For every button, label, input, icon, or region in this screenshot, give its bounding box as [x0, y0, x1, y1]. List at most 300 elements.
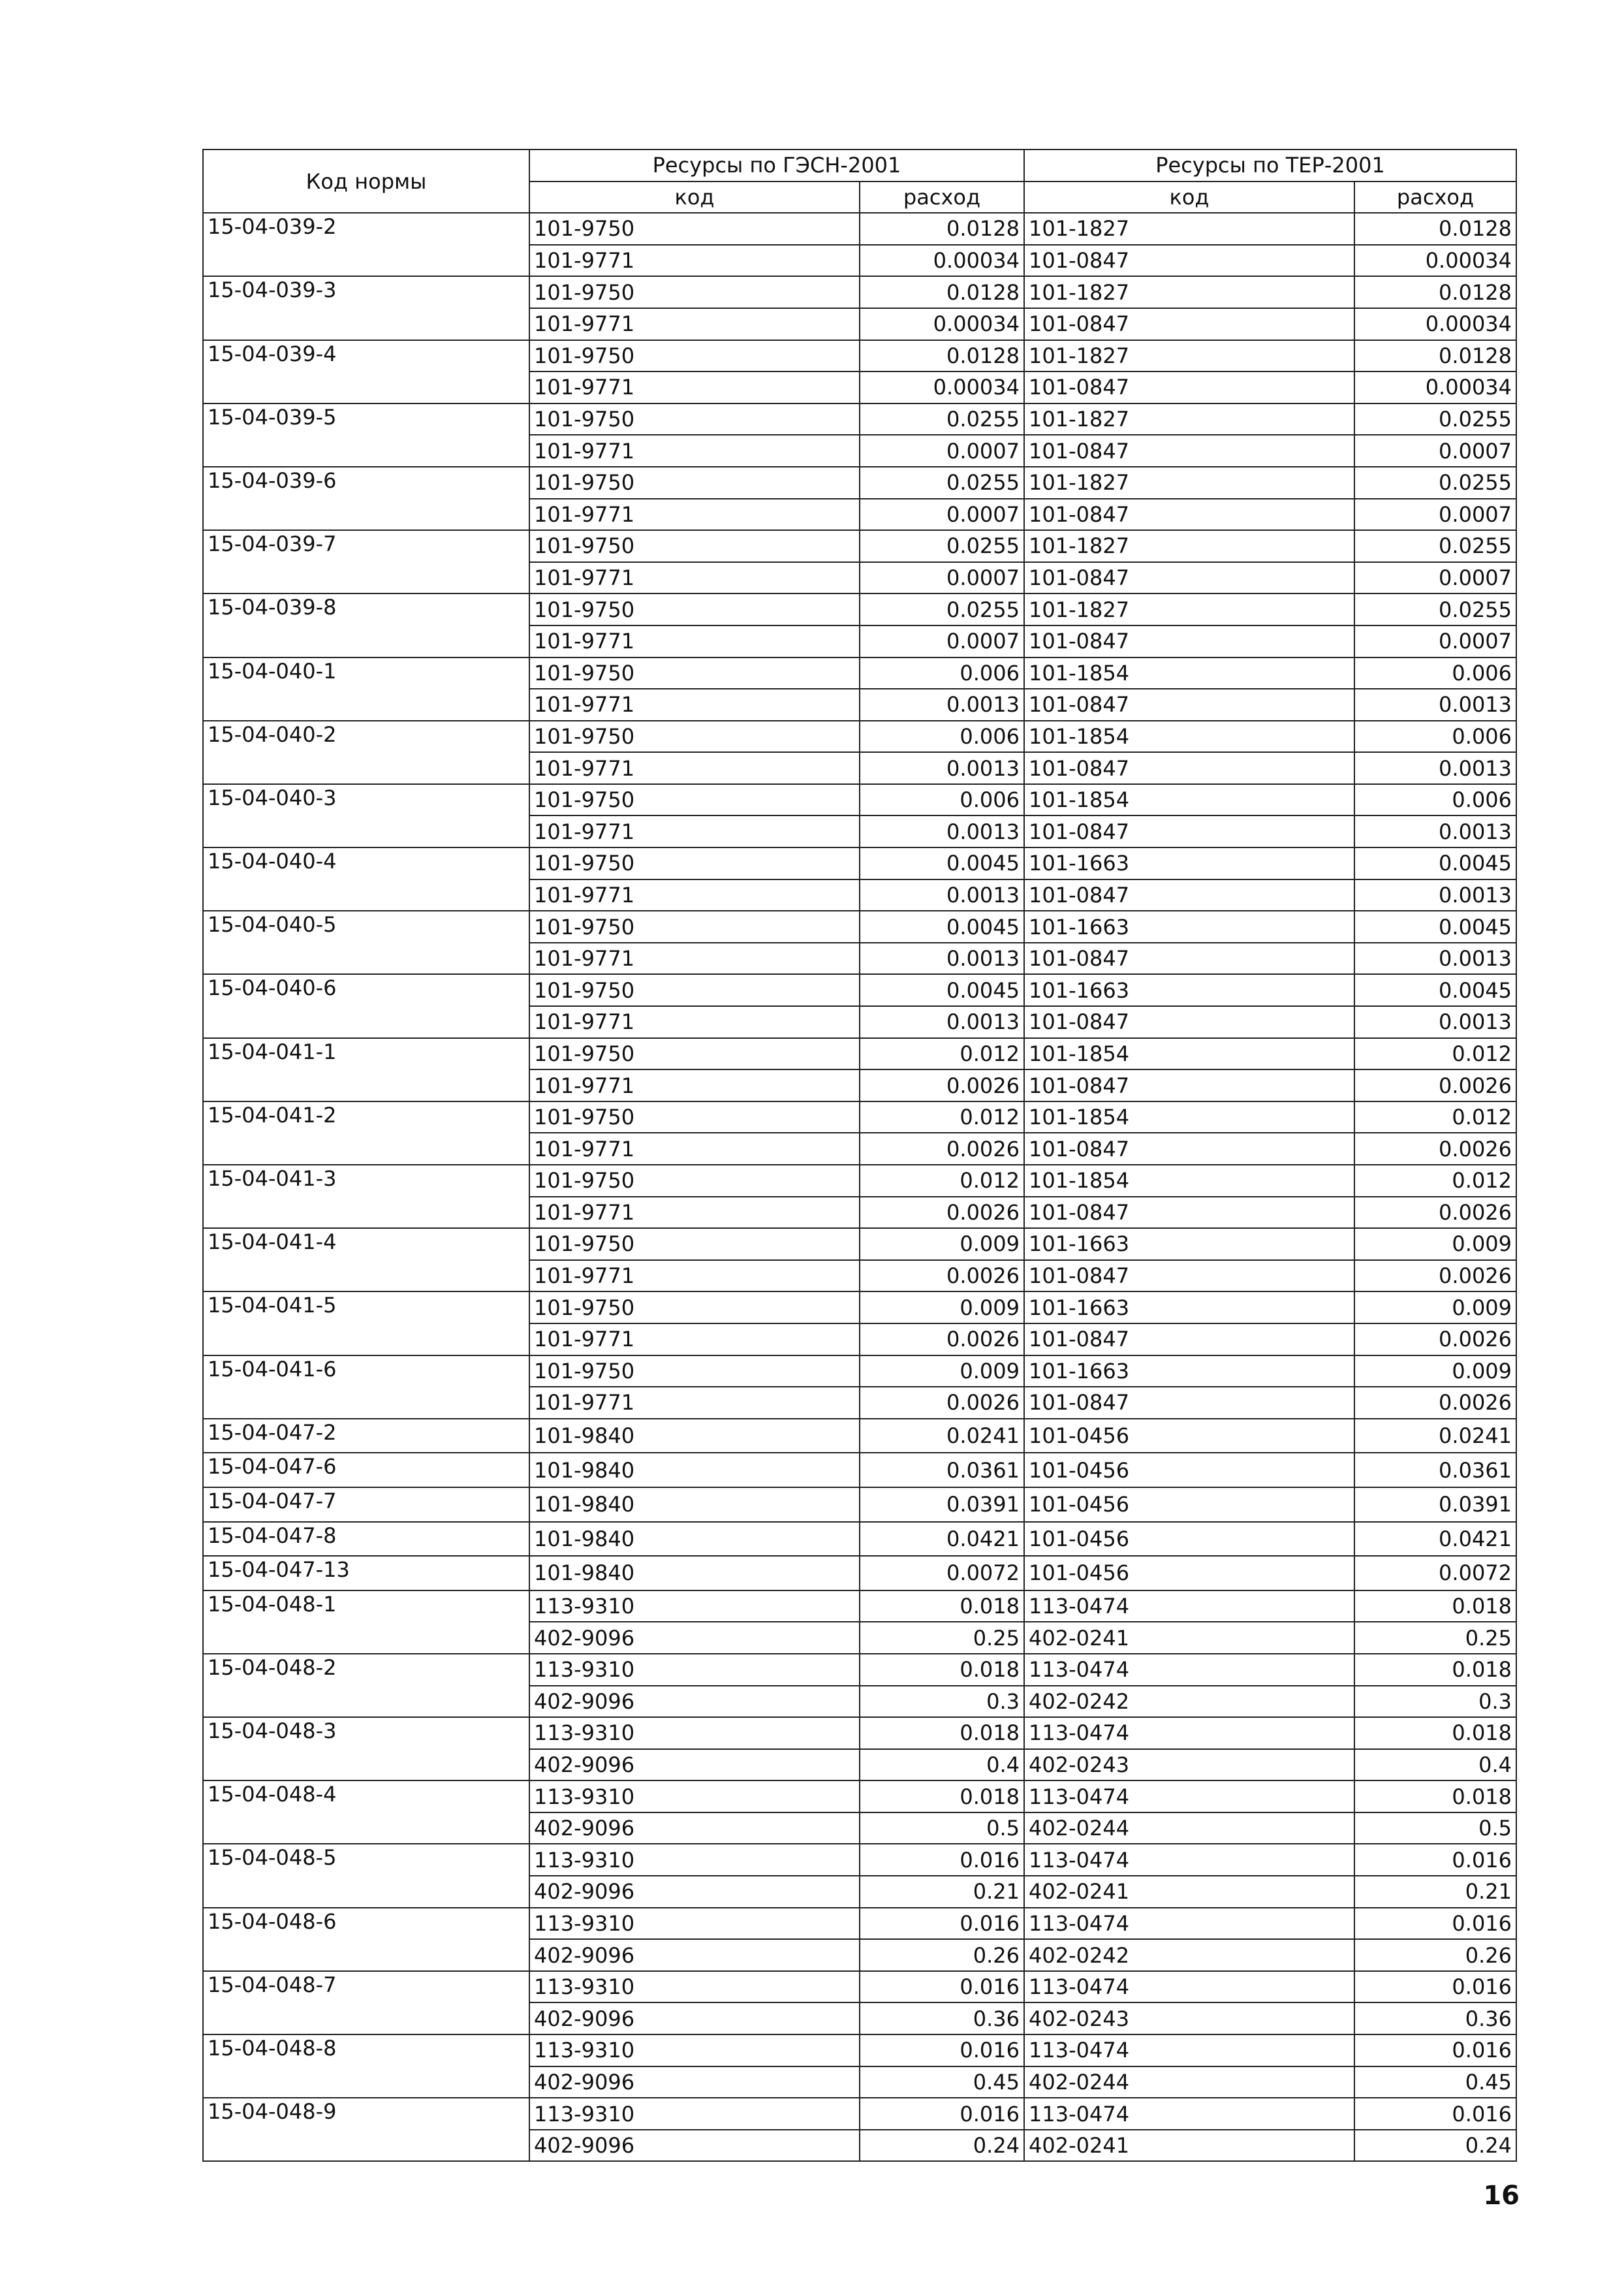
- table-row: [203, 1453, 1516, 1487]
- gesn-code-cell: 101-9750: [529, 847, 860, 879]
- gesn-code-cell: 101-9771: [529, 1260, 860, 1292]
- ter-code-cell: 101-1827: [1024, 340, 1354, 372]
- gesn-amount-cell: 0.45: [860, 2066, 1024, 2098]
- ter-amount-cell: 0.0255: [1354, 530, 1516, 562]
- norm-code-cell: 15-04-041-2: [203, 1101, 529, 1165]
- table-row: [203, 721, 1516, 753]
- norm-code-cell: 15-04-048-9: [203, 2098, 529, 2161]
- table-body: [203, 213, 1516, 2161]
- ter-amount-cell: 0.3: [1354, 1686, 1516, 1718]
- ter-amount-cell: 0.0013: [1354, 752, 1516, 784]
- table-row: [203, 657, 1516, 689]
- ter-code-cell: 101-0847: [1024, 435, 1354, 467]
- norm-code-cell: 15-04-048-2: [203, 1654, 529, 1717]
- gesn-amount-cell: 0.016: [860, 1971, 1024, 2003]
- ter-code-cell: 101-1854: [1024, 657, 1354, 689]
- ter-code-cell: 101-1663: [1024, 1228, 1354, 1260]
- ter-code-cell: 101-1827: [1024, 467, 1354, 499]
- gesn-amount-cell: 0.21: [860, 1876, 1024, 1908]
- ter-code-cell: 113-0474: [1024, 1654, 1354, 1686]
- gesn-code-cell: 402-9096: [529, 1686, 860, 1718]
- ter-code-cell: 101-0847: [1024, 1260, 1354, 1292]
- gesn-amount-cell: 0.0026: [860, 1197, 1024, 1229]
- table-row: [203, 847, 1516, 879]
- norm-code-cell: 15-04-048-7: [203, 1971, 529, 2034]
- gesn-amount-cell: 0.0255: [860, 530, 1024, 562]
- table-row: [203, 1908, 1516, 1940]
- gesn-code-cell: 101-9750: [529, 1355, 860, 1387]
- ter-amount-cell: 0.5: [1354, 1812, 1516, 1844]
- ter-code-cell: 113-0474: [1024, 1780, 1354, 1812]
- norm-code-cell: 15-04-047-13: [203, 1556, 529, 1590]
- gesn-code-cell: 101-9771: [529, 562, 860, 594]
- gesn-amount-cell: 0.006: [860, 657, 1024, 689]
- gesn-amount-cell: 0.016: [860, 1844, 1024, 1876]
- ter-amount-cell: 0.006: [1354, 784, 1516, 816]
- table-row: [203, 1556, 1516, 1590]
- gesn-amount-cell: 0.0026: [860, 1323, 1024, 1355]
- ter-code-cell: 101-1827: [1024, 276, 1354, 308]
- ter-amount-cell: 0.0045: [1354, 974, 1516, 1006]
- gesn-code-cell: 101-9771: [529, 1323, 860, 1355]
- ter-amount-cell: 0.018: [1354, 1590, 1516, 1622]
- ter-code-cell: 402-0244: [1024, 2066, 1354, 2098]
- table-row: [203, 1844, 1516, 1876]
- ter-amount-cell: 0.0072: [1354, 1556, 1516, 1590]
- gesn-code-cell: 101-9750: [529, 1165, 860, 1197]
- ter-amount-cell: 0.0255: [1354, 593, 1516, 625]
- table-row: [203, 1355, 1516, 1387]
- ter-amount-cell: 0.0026: [1354, 1069, 1516, 1101]
- gesn-code-cell: 101-9750: [529, 1101, 860, 1133]
- gesn-code-cell: 402-9096: [529, 1622, 860, 1654]
- table-row: [203, 974, 1516, 1006]
- gesn-amount-cell: 0.0255: [860, 467, 1024, 499]
- ter-amount-cell: 0.0026: [1354, 1260, 1516, 1292]
- gesn-amount-cell: 0.0007: [860, 435, 1024, 467]
- gesn-amount-cell: 0.0013: [860, 752, 1024, 784]
- gesn-code-cell: 101-9750: [529, 1038, 860, 1070]
- gesn-code-cell: 101-9840: [529, 1419, 860, 1453]
- gesn-code-cell: 101-9771: [529, 1197, 860, 1229]
- gesn-code-cell: 101-9750: [529, 276, 860, 308]
- norm-code-cell: 15-04-047-7: [203, 1487, 529, 1522]
- gesn-amount-cell: 0.4: [860, 1749, 1024, 1781]
- gesn-amount-cell: 0.26: [860, 1939, 1024, 1971]
- table-row: [203, 2034, 1516, 2066]
- norm-code-cell: 15-04-048-3: [203, 1717, 529, 1780]
- gesn-resources-header: Ресурсы по ГЭСН-2001: [529, 150, 1024, 182]
- ter-code-header: код: [1024, 182, 1354, 213]
- table-row: [203, 911, 1516, 943]
- ter-code-cell: 402-0242: [1024, 1939, 1354, 1971]
- ter-amount-cell: 0.006: [1354, 657, 1516, 689]
- gesn-code-cell: 101-9771: [529, 435, 860, 467]
- gesn-amount-cell: 0.0072: [860, 1556, 1024, 1590]
- table-row: [203, 1101, 1516, 1133]
- gesn-amount-cell: 0.3: [860, 1686, 1024, 1718]
- ter-amount-cell: 0.24: [1354, 2130, 1516, 2162]
- gesn-amount-cell: 0.25: [860, 1622, 1024, 1654]
- gesn-amount-cell: 0.018: [860, 1654, 1024, 1686]
- norm-code-cell: 15-04-039-3: [203, 276, 529, 340]
- ter-amount-cell: 0.006: [1354, 721, 1516, 753]
- gesn-code-cell: 101-9750: [529, 784, 860, 816]
- norm-code-cell: 15-04-040-2: [203, 721, 529, 784]
- norm-code-cell: 15-04-047-6: [203, 1453, 529, 1487]
- gesn-amount-cell: 0.009: [860, 1228, 1024, 1260]
- ter-amount-cell: 0.018: [1354, 1654, 1516, 1686]
- gesn-code-cell: 113-9310: [529, 1908, 860, 1940]
- gesn-code-cell: 113-9310: [529, 2034, 860, 2066]
- norm-code-cell: 15-04-039-7: [203, 530, 529, 593]
- ter-amount-cell: 0.0026: [1354, 1323, 1516, 1355]
- page-number: 16: [1483, 2181, 1520, 2211]
- gesn-code-cell: 101-9771: [529, 1006, 860, 1038]
- ter-code-cell: 101-0847: [1024, 879, 1354, 911]
- gesn-code-cell: 101-9771: [529, 372, 860, 403]
- ter-amount-header: расход: [1354, 182, 1516, 213]
- norm-code-cell: 15-04-048-6: [203, 1908, 529, 1971]
- gesn-amount-cell: 0.006: [860, 721, 1024, 753]
- gesn-amount-cell: 0.0391: [860, 1487, 1024, 1522]
- gesn-code-cell: 113-9310: [529, 1844, 860, 1876]
- table-row: [203, 1487, 1516, 1522]
- gesn-code-cell: 113-9310: [529, 1717, 860, 1749]
- ter-amount-cell: 0.21: [1354, 1876, 1516, 1908]
- ter-amount-cell: 0.0013: [1354, 689, 1516, 721]
- ter-amount-cell: 0.0128: [1354, 340, 1516, 372]
- table-row: [203, 276, 1516, 308]
- gesn-amount-cell: 0.009: [860, 1355, 1024, 1387]
- ter-amount-cell: 0.018: [1354, 1780, 1516, 1812]
- gesn-amount-cell: 0.0026: [860, 1387, 1024, 1419]
- gesn-code-header: код: [529, 182, 860, 213]
- ter-code-cell: 402-0243: [1024, 1749, 1354, 1781]
- gesn-code-cell: 101-9750: [529, 213, 860, 245]
- ter-code-cell: 113-0474: [1024, 1971, 1354, 2003]
- ter-code-cell: 101-1663: [1024, 1291, 1354, 1323]
- ter-code-cell: 101-0847: [1024, 1133, 1354, 1165]
- norm-code-cell: 15-04-039-8: [203, 593, 529, 657]
- ter-amount-cell: 0.0007: [1354, 435, 1516, 467]
- gesn-code-cell: 402-9096: [529, 1749, 860, 1781]
- ter-amount-cell: 0.0026: [1354, 1387, 1516, 1419]
- ter-amount-cell: 0.0007: [1354, 562, 1516, 594]
- gesn-code-cell: 101-9750: [529, 1228, 860, 1260]
- norm-code-cell: 15-04-041-6: [203, 1355, 529, 1419]
- gesn-code-cell: 101-9771: [529, 815, 860, 847]
- gesn-code-cell: 101-9771: [529, 308, 860, 340]
- gesn-amount-cell: 0.36: [860, 2002, 1024, 2034]
- ter-code-cell: 101-0847: [1024, 308, 1354, 340]
- ter-code-cell: 101-0847: [1024, 1387, 1354, 1419]
- ter-amount-cell: 0.012: [1354, 1101, 1516, 1133]
- table-row: [203, 1590, 1516, 1622]
- ter-amount-cell: 0.012: [1354, 1165, 1516, 1197]
- gesn-code-cell: 113-9310: [529, 1780, 860, 1812]
- gesn-code-cell: 402-9096: [529, 1939, 860, 1971]
- ter-code-cell: 101-0847: [1024, 1323, 1354, 1355]
- ter-amount-cell: 0.0128: [1354, 276, 1516, 308]
- ter-code-cell: 101-1827: [1024, 530, 1354, 562]
- table-row: [203, 1228, 1516, 1260]
- ter-amount-cell: 0.016: [1354, 2098, 1516, 2130]
- ter-code-cell: 101-0847: [1024, 1197, 1354, 1229]
- table-row: [203, 593, 1516, 625]
- gesn-code-cell: 101-9750: [529, 974, 860, 1006]
- ter-code-cell: 101-0456: [1024, 1487, 1354, 1522]
- ter-code-cell: 101-0456: [1024, 1453, 1354, 1487]
- gesn-code-cell: 101-9840: [529, 1487, 860, 1522]
- ter-amount-cell: 0.45: [1354, 2066, 1516, 2098]
- ter-code-cell: 101-0847: [1024, 1069, 1354, 1101]
- gesn-code-cell: 101-9750: [529, 657, 860, 689]
- gesn-amount-cell: 0.018: [860, 1590, 1024, 1622]
- gesn-amount-cell: 0.0013: [860, 689, 1024, 721]
- table-row: [203, 2098, 1516, 2130]
- norm-code-cell: 15-04-048-1: [203, 1590, 529, 1654]
- norm-code-cell: 15-04-039-4: [203, 340, 529, 403]
- table-row: [203, 1291, 1516, 1323]
- table-row: [203, 1780, 1516, 1812]
- gesn-amount-cell: 0.00034: [860, 372, 1024, 403]
- gesn-code-cell: 101-9750: [529, 467, 860, 499]
- ter-amount-cell: 0.00034: [1354, 372, 1516, 403]
- ter-amount-cell: 0.016: [1354, 1844, 1516, 1876]
- norm-code-cell: 15-04-041-4: [203, 1228, 529, 1291]
- table-row: [203, 784, 1516, 816]
- norm-code-cell: 15-04-041-3: [203, 1165, 529, 1228]
- gesn-amount-cell: 0.5: [860, 1812, 1024, 1844]
- ter-amount-cell: 0.0128: [1354, 213, 1516, 245]
- gesn-amount-cell: 0.0128: [860, 340, 1024, 372]
- resource-mapping-table: [202, 149, 1517, 2162]
- gesn-code-cell: 101-9771: [529, 499, 860, 531]
- gesn-amount-cell: 0.0045: [860, 847, 1024, 879]
- gesn-amount-cell: 0.0026: [860, 1133, 1024, 1165]
- ter-code-cell: 402-0243: [1024, 2002, 1354, 2034]
- ter-amount-cell: 0.26: [1354, 1939, 1516, 1971]
- norm-code-cell: 15-04-039-2: [203, 213, 529, 276]
- ter-amount-cell: 0.009: [1354, 1291, 1516, 1323]
- ter-code-cell: 113-0474: [1024, 2034, 1354, 2066]
- gesn-code-cell: 402-9096: [529, 2066, 860, 2098]
- ter-amount-cell: 0.0421: [1354, 1522, 1516, 1557]
- gesn-code-cell: 101-9750: [529, 593, 860, 625]
- table-row: [203, 1419, 1516, 1453]
- table-row: [203, 530, 1516, 562]
- ter-code-cell: 402-0241: [1024, 1622, 1354, 1654]
- norm-code-cell: 15-04-047-2: [203, 1419, 529, 1453]
- ter-resources-header: Ресурсы по ТЕР-2001: [1024, 150, 1516, 182]
- ter-code-cell: 101-0847: [1024, 1006, 1354, 1038]
- norm-code-cell: 15-04-048-5: [203, 1844, 529, 1907]
- gesn-amount-cell: 0.006: [860, 784, 1024, 816]
- gesn-code-cell: 101-9840: [529, 1556, 860, 1590]
- gesn-amount-cell: 0.0013: [860, 879, 1024, 911]
- ter-code-cell: 101-0456: [1024, 1522, 1354, 1557]
- ter-amount-cell: 0.00034: [1354, 245, 1516, 277]
- ter-amount-cell: 0.012: [1354, 1038, 1516, 1070]
- ter-amount-cell: 0.0013: [1354, 943, 1516, 975]
- gesn-amount-header: расход: [860, 182, 1024, 213]
- gesn-code-cell: 101-9771: [529, 1133, 860, 1165]
- table-row: [203, 1165, 1516, 1197]
- ter-amount-cell: 0.009: [1354, 1355, 1516, 1387]
- table-row: [203, 467, 1516, 499]
- norm-code-cell: 15-04-040-3: [203, 784, 529, 847]
- gesn-amount-cell: 0.0013: [860, 943, 1024, 975]
- norm-code-cell: 15-04-040-5: [203, 911, 529, 974]
- table-row: [203, 213, 1516, 245]
- gesn-code-cell: 113-9310: [529, 1590, 860, 1622]
- gesn-code-cell: 101-9771: [529, 245, 860, 277]
- ter-code-cell: 101-1854: [1024, 1165, 1354, 1197]
- ter-amount-cell: 0.00034: [1354, 308, 1516, 340]
- gesn-amount-cell: 0.0007: [860, 625, 1024, 657]
- ter-amount-cell: 0.25: [1354, 1622, 1516, 1654]
- ter-amount-cell: 0.0026: [1354, 1197, 1516, 1229]
- ter-amount-cell: 0.4: [1354, 1749, 1516, 1781]
- ter-amount-cell: 0.0241: [1354, 1419, 1516, 1453]
- gesn-amount-cell: 0.0361: [860, 1453, 1024, 1487]
- ter-amount-cell: 0.0013: [1354, 1006, 1516, 1038]
- gesn-amount-cell: 0.0045: [860, 974, 1024, 1006]
- gesn-amount-cell: 0.00034: [860, 245, 1024, 277]
- ter-amount-cell: 0.018: [1354, 1717, 1516, 1749]
- norm-code-cell: 15-04-041-1: [203, 1038, 529, 1101]
- ter-code-cell: 101-1663: [1024, 911, 1354, 943]
- ter-code-cell: 101-0847: [1024, 689, 1354, 721]
- ter-code-cell: 101-0456: [1024, 1556, 1354, 1590]
- gesn-amount-cell: 0.0128: [860, 276, 1024, 308]
- ter-code-cell: 101-0847: [1024, 372, 1354, 403]
- gesn-amount-cell: 0.0026: [860, 1069, 1024, 1101]
- ter-code-cell: 402-0241: [1024, 1876, 1354, 1908]
- gesn-amount-cell: 0.0007: [860, 562, 1024, 594]
- ter-code-cell: 101-1854: [1024, 1101, 1354, 1133]
- ter-amount-cell: 0.0255: [1354, 467, 1516, 499]
- gesn-code-cell: 101-9771: [529, 625, 860, 657]
- gesn-code-cell: 101-9750: [529, 1291, 860, 1323]
- norm-code-cell: 15-04-041-5: [203, 1291, 529, 1355]
- ter-code-cell: 101-0847: [1024, 562, 1354, 594]
- ter-amount-cell: 0.0013: [1354, 879, 1516, 911]
- gesn-code-cell: 101-9750: [529, 721, 860, 753]
- norm-code-cell: 15-04-047-8: [203, 1522, 529, 1557]
- ter-amount-cell: 0.0391: [1354, 1487, 1516, 1522]
- ter-amount-cell: 0.0013: [1354, 815, 1516, 847]
- ter-code-cell: 402-0242: [1024, 1686, 1354, 1718]
- gesn-code-cell: 113-9310: [529, 2098, 860, 2130]
- ter-amount-cell: 0.0007: [1354, 499, 1516, 531]
- ter-code-cell: 101-1827: [1024, 213, 1354, 245]
- gesn-code-cell: 101-9750: [529, 403, 860, 435]
- gesn-amount-cell: 0.0421: [860, 1522, 1024, 1557]
- ter-code-cell: 113-0474: [1024, 1844, 1354, 1876]
- gesn-code-cell: 402-9096: [529, 1876, 860, 1908]
- table-row: [203, 1971, 1516, 2003]
- gesn-amount-cell: 0.018: [860, 1717, 1024, 1749]
- ter-code-cell: 113-0474: [1024, 1590, 1354, 1622]
- gesn-amount-cell: 0.0007: [860, 499, 1024, 531]
- ter-code-cell: 113-0474: [1024, 1717, 1354, 1749]
- ter-code-cell: 101-1854: [1024, 721, 1354, 753]
- gesn-amount-cell: 0.0013: [860, 1006, 1024, 1038]
- gesn-code-cell: 101-9840: [529, 1453, 860, 1487]
- ter-code-cell: 113-0474: [1024, 2098, 1354, 2130]
- gesn-amount-cell: 0.0128: [860, 213, 1024, 245]
- table-row: [203, 1717, 1516, 1749]
- gesn-code-cell: 101-9750: [529, 530, 860, 562]
- table-row: [203, 340, 1516, 372]
- gesn-amount-cell: 0.016: [860, 2098, 1024, 2130]
- ter-amount-cell: 0.0045: [1354, 911, 1516, 943]
- gesn-amount-cell: 0.0026: [860, 1260, 1024, 1292]
- ter-code-cell: 402-0244: [1024, 1812, 1354, 1844]
- ter-code-cell: 402-0241: [1024, 2130, 1354, 2162]
- norm-code-cell: 15-04-040-6: [203, 974, 529, 1037]
- ter-amount-cell: 0.36: [1354, 2002, 1516, 2034]
- gesn-code-cell: 101-9771: [529, 943, 860, 975]
- table-row: [203, 1654, 1516, 1686]
- norm-code-header: Код нормы: [203, 150, 529, 213]
- gesn-amount-cell: 0.018: [860, 1780, 1024, 1812]
- norm-code-cell: 15-04-039-5: [203, 403, 529, 467]
- gesn-code-cell: 101-9771: [529, 1069, 860, 1101]
- gesn-amount-cell: 0.012: [860, 1165, 1024, 1197]
- gesn-code-cell: 113-9310: [529, 1971, 860, 2003]
- ter-amount-cell: 0.0007: [1354, 625, 1516, 657]
- ter-code-cell: 101-0847: [1024, 815, 1354, 847]
- gesn-amount-cell: 0.009: [860, 1291, 1024, 1323]
- ter-amount-cell: 0.0361: [1354, 1453, 1516, 1487]
- ter-amount-cell: 0.016: [1354, 1971, 1516, 2003]
- gesn-code-cell: 402-9096: [529, 1812, 860, 1844]
- gesn-amount-cell: 0.0013: [860, 815, 1024, 847]
- gesn-amount-cell: 0.0255: [860, 593, 1024, 625]
- norm-code-cell: 15-04-040-1: [203, 657, 529, 721]
- gesn-amount-cell: 0.00034: [860, 308, 1024, 340]
- ter-code-cell: 101-0456: [1024, 1419, 1354, 1453]
- gesn-amount-cell: 0.24: [860, 2130, 1024, 2162]
- gesn-code-cell: 101-9771: [529, 752, 860, 784]
- ter-code-cell: 101-0847: [1024, 245, 1354, 277]
- gesn-amount-cell: 0.0241: [860, 1419, 1024, 1453]
- table-row: [203, 1522, 1516, 1557]
- norm-code-cell: 15-04-039-6: [203, 467, 529, 530]
- gesn-amount-cell: 0.0255: [860, 403, 1024, 435]
- gesn-amount-cell: 0.012: [860, 1038, 1024, 1070]
- gesn-code-cell: 101-9771: [529, 1387, 860, 1419]
- gesn-amount-cell: 0.016: [860, 1908, 1024, 1940]
- ter-code-cell: 113-0474: [1024, 1908, 1354, 1940]
- ter-code-cell: 101-1827: [1024, 593, 1354, 625]
- ter-amount-cell: 0.016: [1354, 1908, 1516, 1940]
- gesn-amount-cell: 0.0045: [860, 911, 1024, 943]
- table-row: [203, 403, 1516, 435]
- gesn-code-cell: 402-9096: [529, 2002, 860, 2034]
- ter-code-cell: 101-1663: [1024, 1355, 1354, 1387]
- gesn-code-cell: 101-9750: [529, 911, 860, 943]
- ter-code-cell: 101-0847: [1024, 752, 1354, 784]
- ter-code-cell: 101-0847: [1024, 499, 1354, 531]
- ter-amount-cell: 0.0255: [1354, 403, 1516, 435]
- ter-code-cell: 101-1663: [1024, 847, 1354, 879]
- table-header: [203, 150, 1516, 213]
- gesn-code-cell: 402-9096: [529, 2130, 860, 2162]
